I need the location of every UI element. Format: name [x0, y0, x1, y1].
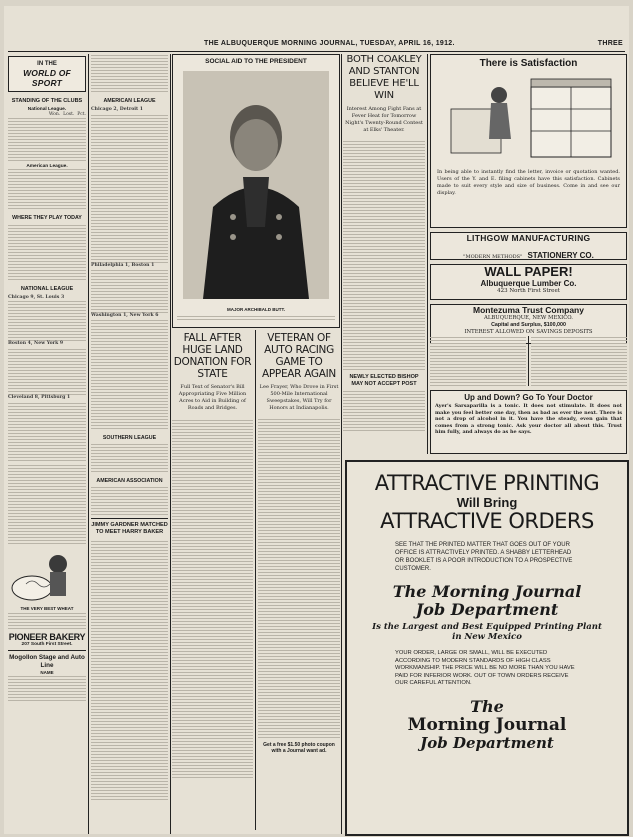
- print-headline-1: ATTRACTIVE PRINTING: [374, 471, 600, 495]
- wall-paper-ad: WALL PAPER! Albuquerque Lumber Co. 423 North First Street: [430, 264, 627, 300]
- newspaper-page: [4, 6, 629, 834]
- major-butt-portrait: [173, 67, 339, 307]
- sports-column-2: AMERICAN LEAGUE Chicago 2, Detroit 1 Philadelphia 1, Boston 1 Washington 1, New York 6 SOUTHERN LEAGUE AMERICAN ASSOCIATION JIMMY GARDNER MATCHED TO MEET HARRY BAKER: [91, 54, 168, 834]
- jimmy-gardner-head: JIMMY GARDNER MATCHED TO MEET HARRY BAKER: [91, 522, 168, 535]
- journal-title-2: Morning Journal: [407, 714, 567, 735]
- right-lower-text: [430, 336, 627, 456]
- page-number: THREE: [597, 40, 623, 47]
- coakley-stanton-head: BOTH COAKLEY AND STANTON BELIEVE HE'LL WIN: [346, 54, 422, 101]
- journal-title-1: The Morning Journal: [392, 582, 582, 601]
- filing-cabinet-illustration: [431, 69, 626, 169]
- print-headline-2: ATTRACTIVE ORDERS: [380, 509, 594, 533]
- montezuma-ad: Montezuma Trust Company ALBUQUERQUE, NEW MEXICO. Capital and Surplus, $100,000 INTEREST ALLOWED ON SAVINGS DEPOSITS: [430, 304, 627, 344]
- satisfaction-body: In being able to instantly find the letter, invoice or quotation wanted. Users of the Y. and E. filing cabinets have this satisfaction. Cabinets made to suit every style and size of business. Come in and see our display.: [437, 169, 620, 196]
- schedule-text: [8, 224, 86, 280]
- boxing-column: [343, 54, 425, 454]
- where-they-play: WHERE THEY PLAY TODAY: [12, 215, 82, 221]
- standing-title: STANDING OF THE CLUBS: [11, 98, 83, 104]
- auto-racing-deck: Lee Frayer, Who Drove in First 500-Mile International Sweepstakes, Will Try for Honors at Indianapolis.: [259, 384, 339, 411]
- bishop-head: NEWLY ELECTED BISHOP MAY NOT ACCEPT POST: [349, 374, 419, 387]
- bakery-name: PIONEER BAKERY: [8, 632, 86, 642]
- national-league-head: NATIONAL LEAGUE: [20, 286, 74, 292]
- southern-league-head: SOUTHERN LEAGUE: [102, 435, 157, 441]
- social-aid-box: [172, 54, 340, 328]
- national-standings: [8, 117, 86, 161]
- center-column: [172, 54, 340, 834]
- table-header: Won. Lost. Pct.: [48, 112, 86, 117]
- land-donation-deck: Full Text of Senator's Bill Appropriating Five Million Acres to Aid in Building of Roads and Bridges.: [178, 384, 247, 411]
- social-aid-title: SOCIAL AID TO THE PRESIDENT: [205, 58, 307, 65]
- masthead: [4, 40, 629, 50]
- portrait-caption: MAJOR ARCHIBALD BUTT.: [226, 307, 286, 312]
- photo-coupon: Get a free $1.50 photo coupon with a Journal want ad.: [263, 742, 335, 754]
- paper-title: THE ALBUQUERQUE MORNING JOURNAL, TUESDAY, APRIL 16, 1912.: [204, 40, 455, 47]
- wheat-caption: THE VERY BEST WHEAT: [20, 606, 74, 611]
- mogollon-title: Mogollon Stage and Auto Line: [9, 654, 85, 669]
- land-donation-head: FALL AFTER HUGE LAND DONATION FOR STATE: [173, 332, 252, 380]
- wheat-loaf-illustration: [8, 548, 86, 606]
- auto-racing-head: VETERAN OF AUTO RACING GAME TO APPEAR AGAIN: [262, 332, 336, 380]
- american-association-head: AMERICAN ASSOCIATION: [96, 478, 163, 484]
- sports-column: IN THE WORLD OF SPORT STANDING OF THE CLUBS National League. Won. Lost. Pct. American League. WHERE THEY PLAY TODAY NATIONAL LEAGUE Chicago 9, St. Louis 3 Boston 4, New York 9 Cleveland 8, Pittsburg 1 THE VERY BEST WHEAT PIONEER BAKERY 207 South First Street. Mogollon Stage and Auto Line NAME: [8, 54, 86, 834]
- printing-ad: ATTRACTIVE PRINTING Will Bring ATTRACTIVE ORDERS SEE THAT THE PRINTED MATTER THAT GOES OUT OF YOUR OFFICE IS ATTRACTIVELY PRINTED. A SHABBY LETTERHEAD OR BOOKLET IS A POOR INTRODUCTION TO A PROSPECTIVE CUSTOMER. The Morning Journal Job Department Is the Largest and Best Equipped Printing Plant in New Mexico YOUR ORDER, LARGE OR SMALL, WILL BE EXECUTED ACCORDING TO MODERN STANDARDS OF HIGH CLASS WORKMANSHIP. THE PRICE WILL BE NO MORE THAN YOU HAVE PAID FOR INFERIOR WORK. OUT OF TOWN ORDERS RECEIVE OUR CAREFUL ATTENTION. The Morning Journal Job Department: [345, 460, 629, 836]
- world-of-sport-logo: IN THE WORLD OF SPORT: [8, 56, 86, 92]
- american-league-head: AMERICAN LEAGUE: [103, 98, 156, 104]
- coakley-stanton-deck: Interest Among Fight Fans at Fever Heat for Tomorrow Night's Twenty-Round Contest at Elks' Theater.: [345, 106, 423, 133]
- lithgow-ad: LITHGOW MANUFACTURING "MODERN METHODS" STATIONERY CO.: [430, 232, 627, 260]
- satisfaction-ad: There is Satisfaction In being able to instantly find the letter, invoice or quotation wanted. Users of the Y. and E. filing cabinets have this satisfaction. Cabinets made to suit every style and size of business. Come in and see our display.: [430, 54, 627, 228]
- ayers-doctor-ad: Up and Down? Go To Your Doctor Ayer's Sarsaparilla is a tonic. It does not stimulate. It does not make you feel better one day, then as bad as ever the next. There is not a drop of alcohol in it. You have the steady, even gain that comes from a strong tonic. Ask your doctor all about this. Trust him fully, and always do as he says.: [430, 390, 627, 454]
- american-standings: [8, 169, 86, 209]
- bakery-address: 207 South First Street.: [21, 642, 73, 647]
